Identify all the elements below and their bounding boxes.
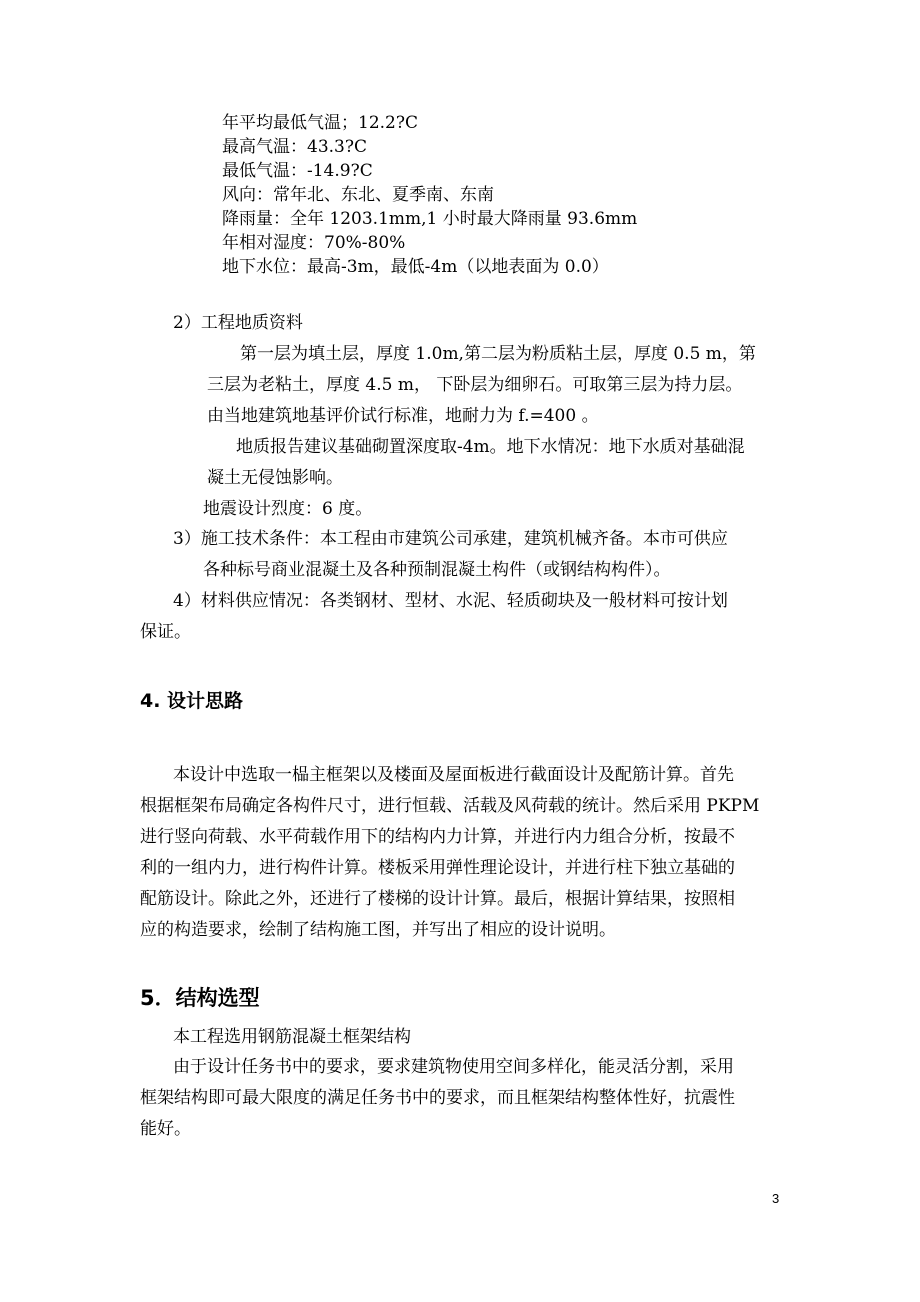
paragraph-line: 框架结构即可最大限度的满足任务书中的要求，而且框架结构整体性好，抗震性 — [140, 1088, 735, 1108]
materials-line: 保证。 — [140, 622, 191, 642]
paragraph-line: 进行竖向荷载、水平荷载作用下的结构内力计算，并进行内力组合分析，按最不 — [140, 827, 735, 847]
geology-line: 第一层为填土层，厚度 1.0m,第二层为粉质粘土层，厚度 0.5 m，第 — [240, 344, 756, 364]
construction-line: 各种标号商业混凝土及各种预制混凝土构件（或钢结构构件）。 — [203, 560, 671, 580]
geology-line: 凝土无侵蚀影响。 — [207, 468, 343, 488]
paragraph-line: 本设计中选取一榀主框架以及楼面及屋面板进行截面设计及配筋计算。首先 — [173, 765, 734, 785]
paragraph-line: 利的一组内力，进行构件计算。楼板采用弹性理论设计，并进行柱下独立基础的 — [140, 858, 735, 878]
paragraph-line: 应的构造要求，绘制了结构施工图，并写出了相应的设计说明。 — [140, 920, 616, 940]
geology-line: 三层为老粘土，厚度 4.5 m， 下卧层为细卵石。可取第三层为持力层。 — [207, 375, 743, 395]
page-number: 3 — [772, 1191, 780, 1206]
geology-line: 地震设计烈度：6 度。 — [203, 499, 373, 519]
paragraph-line: 由于设计任务书中的要求，要求建筑物使用空间多样化，能灵活分割，采用 — [173, 1057, 734, 1077]
paragraph-line: 本工程选用钢筋混凝土框架结构 — [173, 1027, 411, 1047]
climate-line: 年平均最低气温；12.2?C — [222, 113, 418, 133]
climate-line: 风向：常年北、东北、夏季南、东南 — [222, 185, 494, 205]
paragraph-line: 配筋设计。除此之外，还进行了楼梯的设计计算。最后，根据计算结果，按照相 — [140, 889, 735, 909]
construction-line: 3）施工技术条件：本工程由市建筑公司承建，建筑机械齐备。本市可供应 — [173, 529, 728, 549]
section-5-title: 5．结构选型 — [140, 986, 260, 1010]
climate-line: 最低气温：-14.9?C — [222, 161, 373, 181]
geology-line: 地质报告建议基础砌置深度取-4m。地下水情况：地下水质对基础混 — [236, 437, 745, 457]
climate-line: 年相对湿度：70%-80% — [222, 233, 406, 253]
climate-line: 降雨量：全年 1203.1mm,1 小时最大降雨量 93.6mm — [222, 209, 638, 229]
climate-line: 地下水位：最高-3m，最低-4m（以地表面为 0.0） — [222, 257, 609, 277]
geology-line: 由当地建筑地基评价试行标准，地耐力为 f.=400 。 — [207, 406, 599, 426]
paragraph-line: 能好。 — [140, 1119, 191, 1139]
section-4-title: 4. 设计思路 — [140, 690, 244, 712]
paragraph-line: 根据框架布局确定各构件尺寸，进行恒载、活载及风荷载的统计。然后采用 PKPM — [140, 796, 760, 816]
materials-line: 4）材料供应情况：各类钢材、型材、水泥、轻质砌块及一般材料可按计划 — [173, 591, 728, 611]
climate-line: 最高气温：43.3?C — [222, 137, 367, 157]
geology-heading: 2）工程地质资料 — [173, 313, 303, 333]
